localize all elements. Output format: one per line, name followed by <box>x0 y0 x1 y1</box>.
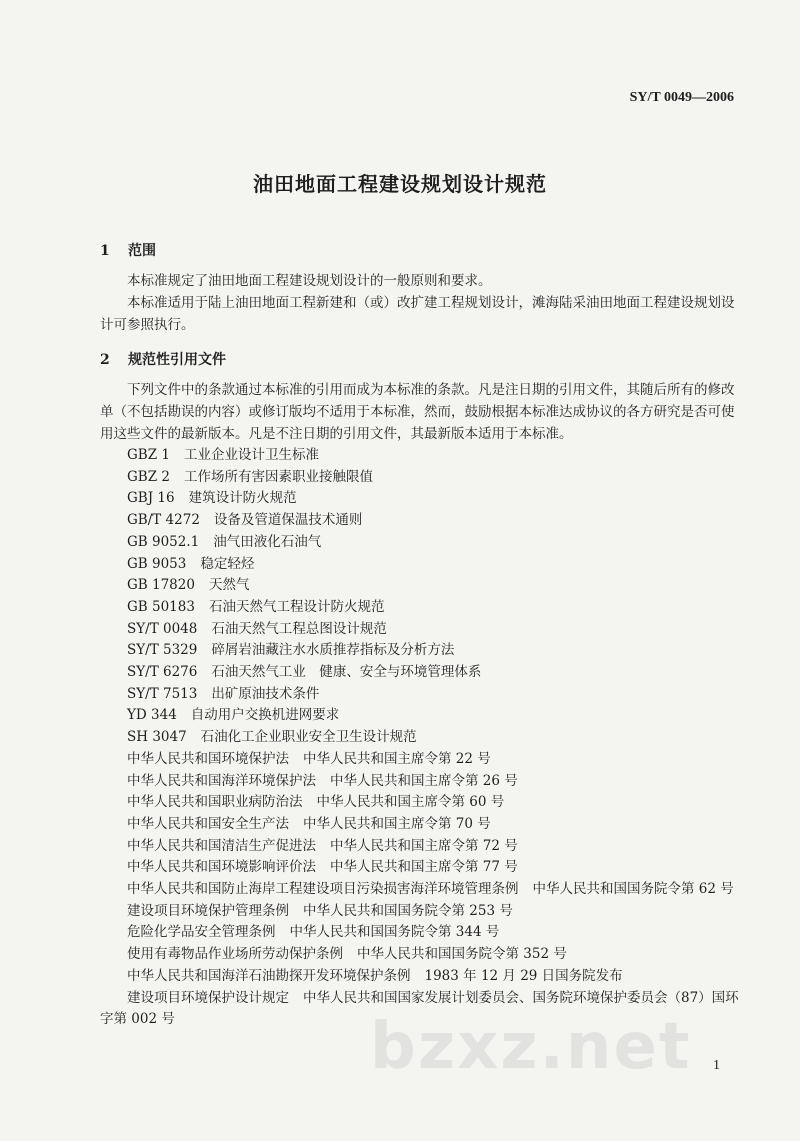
reference-item <box>100 705 740 727</box>
reference-code: 中华人民共和国职业病防治法 <box>127 794 303 811</box>
reference-title: 中华人民共和国国务院令第 62 号 <box>532 881 734 898</box>
reference-code: GBZ 1 <box>127 447 170 463</box>
reference-code: GB 50183 <box>127 598 195 615</box>
reference-item <box>100 749 740 771</box>
reference-code: 建设项目环境保护设计规定 <box>127 989 289 1006</box>
reference-code: 中华人民共和国海洋石油勘探开发环境保护条例 <box>127 967 411 984</box>
section-title: 规范性引用文件 <box>128 352 226 368</box>
section-heading-scope <box>100 240 740 262</box>
reference-item <box>100 662 740 684</box>
reference-code: SH 3047 <box>127 729 187 746</box>
reference-item <box>100 640 740 662</box>
reference-title: 中华人民共和国国务院令第 344 号 <box>289 924 500 941</box>
reference-title: 中华人民共和国国务院令第 352 号 <box>357 946 567 963</box>
reference-code: SY/T 6276 <box>127 664 198 681</box>
section-number: 1 <box>100 243 110 259</box>
page-number: 1 <box>713 1058 720 1073</box>
document-body <box>100 240 740 1031</box>
reference-list <box>100 445 740 1031</box>
reference-item <box>100 901 740 923</box>
reference-item <box>100 792 740 814</box>
reference-code: GB 9052.1 <box>127 533 200 550</box>
reference-title: 石油天然气工业 健康、安全与环境管理体系 <box>211 664 482 681</box>
reference-item <box>100 771 740 793</box>
reference-title: 石油天然气工程设计防火规范 <box>208 598 385 615</box>
reference-item <box>100 510 740 532</box>
section-heading-references <box>100 349 740 371</box>
reference-code: SY/T 0048 <box>127 620 198 637</box>
reference-code: 使用有毒物品作业场所劳动保护条例 <box>127 946 343 963</box>
section-number: 2 <box>100 352 110 368</box>
standard-code: SY/T 0049—2006 <box>629 90 734 105</box>
reference-item <box>100 727 740 749</box>
reference-title: 中华人民共和国主席令第 70 号 <box>303 815 491 832</box>
reference-code: 危险化学品安全管理条例 <box>127 924 276 941</box>
reference-item <box>100 445 740 467</box>
reference-item <box>100 966 740 988</box>
reference-title: 出矿原油技术条件 <box>211 685 320 702</box>
page-title: 油田地面工程建设规划设计规范 <box>253 172 547 196</box>
reference-title: 碎屑岩油藏注水水质推荐指标及分析方法 <box>211 642 455 659</box>
reference-code: GBJ 16 <box>127 490 175 507</box>
reference-title: 中华人民共和国主席令第 26 号 <box>330 772 518 789</box>
reference-code: 中华人民共和国安全生产法 <box>127 815 289 832</box>
references-intro: 下列文件中的条款通过本标准的引用而成为本标准的条款。凡是注日期的引用文件，其随后所有的修改单（不包括勘误的内容）或修订版均不适用于本标准，然而，鼓励根据本标准达成协议的各方研究是否可使用这些文件的最新版本。凡是不注日期的引用文件，其最新版本适用于本标准。 <box>100 382 735 442</box>
reference-code: 中华人民共和国环境影响评价法 <box>127 859 316 876</box>
section-title: 范围 <box>128 243 156 259</box>
reference-code: YD 344 <box>127 707 177 724</box>
reference-title: 中华人民共和国主席令第 60 号 <box>316 794 505 811</box>
reference-title: 中华人民共和国主席令第 22 号 <box>303 750 491 767</box>
reference-title: 工作场所有害因素职业接触限值 <box>183 468 373 485</box>
reference-title: 中华人民共和国国家发展计划委员会、国务院环境保护委员会（87）国环字第 002 号 <box>100 989 739 1028</box>
reference-item <box>100 879 740 901</box>
reference-code: 建设项目环境保护管理条例 <box>127 902 289 919</box>
reference-item <box>100 619 740 641</box>
reference-item <box>100 575 740 597</box>
reference-title: 自动用户交换机进网要求 <box>190 707 340 724</box>
reference-item <box>100 684 740 706</box>
reference-code: GBZ 2 <box>127 468 170 485</box>
reference-item <box>100 467 740 489</box>
reference-title: 建筑设计防火规范 <box>188 490 297 507</box>
reference-item <box>100 944 740 966</box>
reference-code: SY/T 5329 <box>127 642 198 659</box>
reference-item <box>100 597 740 619</box>
reference-code: 中华人民共和国海洋环境保护法 <box>127 772 316 789</box>
reference-item <box>100 488 740 510</box>
reference-item <box>100 532 740 554</box>
scope-paragraph-1: 本标准规定了油田地面工程建设规划设计的一般原则和要求。 <box>127 273 492 289</box>
watermark: bzxz.net <box>370 1010 692 1084</box>
reference-title: 稳定轻烃 <box>200 555 255 572</box>
reference-item <box>100 814 740 836</box>
reference-item <box>100 554 740 576</box>
reference-code: 中华人民共和国防止海岸工程建设项目污染损害海洋环境管理条例 <box>127 881 519 898</box>
reference-code: SY/T 7513 <box>127 685 198 702</box>
reference-title: 天然气 <box>208 577 250 594</box>
reference-item <box>100 922 740 944</box>
reference-title: 油气田液化石油气 <box>213 533 322 550</box>
reference-title: 工业企业设计卫生标准 <box>183 447 319 463</box>
reference-title: 石油化工企业职业安全卫生设计规范 <box>200 729 417 746</box>
reference-title: 中华人民共和国国务院令第 253 号 <box>303 902 513 919</box>
scope-paragraph-2: 本标准适用于陆上油田地面工程新建和（或）改扩建工程规划设计，滩海陆采油田地面工程建设规划设计可参照执行。 <box>100 295 735 333</box>
reference-title: 中华人民共和国主席令第 72 号 <box>330 837 518 854</box>
reference-code: GB/T 4272 <box>127 512 200 529</box>
reference-title: 设备及管道保温技术通则 <box>213 512 363 529</box>
reference-code: 中华人民共和国清洁生产促进法 <box>127 837 316 854</box>
reference-code: 中华人民共和国环境保护法 <box>127 750 289 767</box>
reference-code: GB 9053 <box>127 555 187 572</box>
reference-item <box>100 857 740 879</box>
reference-code: GB 17820 <box>127 577 195 594</box>
reference-item <box>100 836 740 858</box>
reference-title: 1983 年 12 月 29 日国务院发布 <box>424 967 623 984</box>
reference-title: 石油天然气工程总图设计规范 <box>211 620 387 637</box>
reference-title: 中华人民共和国主席令第 77 号 <box>330 859 518 876</box>
